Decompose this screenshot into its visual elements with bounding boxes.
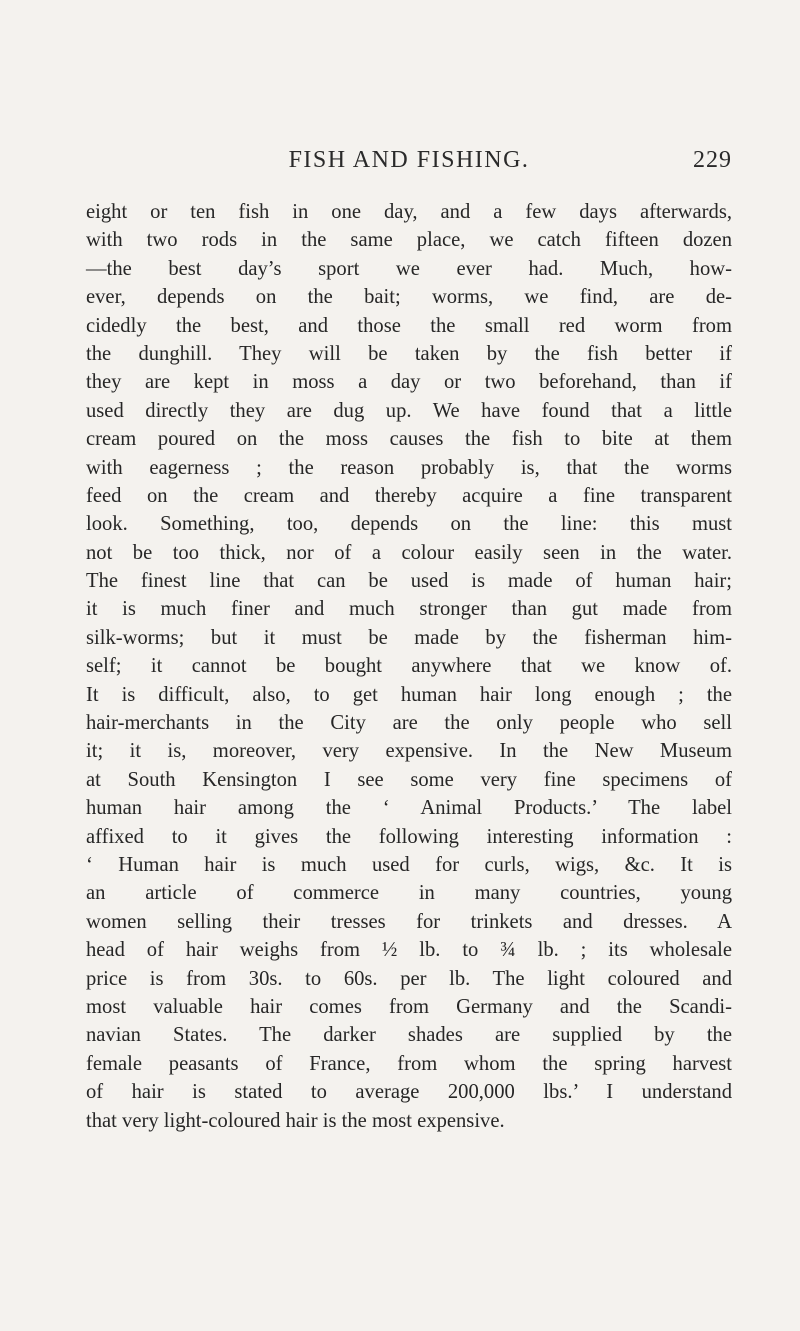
text-line: affixed to it gives the following interesting information : bbox=[86, 825, 732, 848]
text-line: ‘ Human hair is much used for curls, wigs, &c. It is bbox=[86, 853, 732, 876]
text-line: eight or ten fish in one day, and a few days afterwards, bbox=[86, 201, 732, 223]
text-line: an article of commerce in many countries, young bbox=[86, 882, 732, 905]
text-line: at South Kensington I see some very fine specimens of bbox=[86, 768, 732, 791]
text-line: —the best day’s sport we ever had. Much, how- bbox=[86, 257, 732, 280]
running-head bbox=[86, 147, 732, 179]
text-line: it is much finer and much stronger than gut made from bbox=[86, 598, 732, 621]
text-line: most valuable hair comes from Germany and the Scandi- bbox=[86, 995, 732, 1018]
text-line: the dunghill. They will be taken by the fish better if bbox=[86, 342, 732, 365]
page-number: 229 bbox=[693, 147, 732, 173]
text-line: look. Something, too, depends on the line: this must bbox=[86, 513, 732, 536]
text-line: feed on the cream and thereby acquire a fine transparent bbox=[86, 484, 732, 507]
text-line: hair-merchants in the City are the only people who sell bbox=[86, 712, 732, 735]
text-line: The finest line that can be used is made of human hair; bbox=[86, 570, 732, 593]
text-line: not be too thick, nor of a colour easily seen in the water. bbox=[86, 541, 732, 564]
text-line: navian States. The darker shades are supplied by the bbox=[86, 1024, 732, 1047]
text-line: it; it is, moreover, very expensive. In the New Museum bbox=[86, 740, 732, 763]
text-line: human hair among the ‘ Animal Products.’ The label bbox=[86, 797, 732, 820]
text-line: head of hair weighs from ½ lb. to ¾ lb. ; its wholesale bbox=[86, 939, 732, 962]
text-line: they are kept in moss a day or two beforehand, than if bbox=[86, 371, 732, 394]
text-line: of hair is stated to average 200,000 lbs.’ I understand bbox=[86, 1081, 732, 1104]
text-line: self; it cannot be bought anywhere that we know of. bbox=[86, 655, 732, 678]
text-line: that very light-coloured hair is the most expensive. bbox=[86, 1109, 505, 1132]
text-line: cidedly the best, and those the small red worm from bbox=[86, 314, 732, 337]
text-line: cream poured on the moss causes the fish to bite at them bbox=[86, 428, 732, 451]
text-line: silk-worms; but it must be made by the fisherman him- bbox=[86, 626, 732, 649]
text-line: It is difficult, also, to get human hair long enough ; the bbox=[86, 683, 732, 706]
text-line: with two rods in the same place, we catch fifteen dozen bbox=[86, 229, 732, 252]
running-title: FISH AND FISHING. bbox=[288, 147, 530, 173]
text-line: women selling their tresses for trinkets and dresses. A bbox=[86, 910, 732, 933]
body-text bbox=[86, 198, 732, 1135]
text-line: ever, depends on the bait; worms, we find, are de- bbox=[86, 286, 732, 309]
text-line: price is from 30s. to 60s. per lb. The light coloured and bbox=[86, 967, 732, 990]
text-line: used directly they are dug up. We have found that a little bbox=[86, 399, 732, 422]
text-line: female peasants of France, from whom the spring harvest bbox=[86, 1052, 732, 1075]
text-line: with eagerness ; the reason probably is, that the worms bbox=[86, 456, 732, 479]
